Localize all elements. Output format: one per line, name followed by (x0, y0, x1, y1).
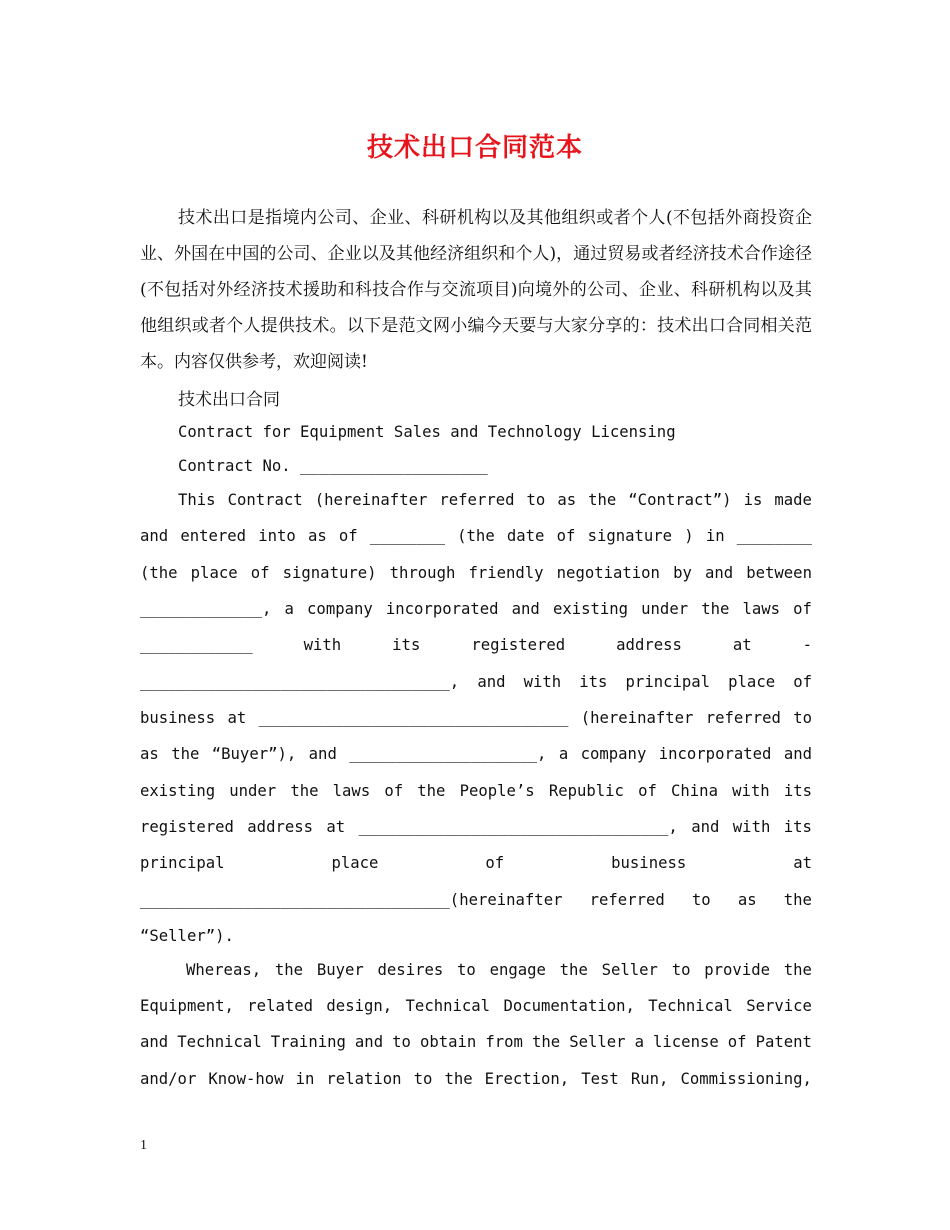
contract-body-line: Equipment, related design, Technical Documentation, Technical Service (140, 997, 812, 1015)
contract-body-line: existing under the laws of the People’s Republic of China with its (140, 782, 812, 800)
intro-paragraph: 技术出口是指境内公司、企业、科研机构以及其他组织或者个人(不包括外商投资企业、外国在中国的公司、企业以及其他经济组织和个人)，通过贸易或者经济技术合作途径(不包括对外经济技术援助和科技合作与交流项目)向境外的公司、企业、科研机构以及其他组织或者个人提供技术。以下是范文网小编今天要与大家分享的：技术出口合同相关范本。内容仅供参考，欢迎阅读! (140, 208, 812, 372)
contract-body-line: principal place of business at (140, 854, 812, 872)
page-number: 1 (140, 1138, 147, 1153)
contract-body-line: (the place of signature) through friendly negotiation by and between (140, 564, 812, 582)
contract-body-line: and Technical Training and to obtain from the Seller a license of Patent (140, 1033, 812, 1051)
contract-cn-title: 技术出口合同 (178, 390, 280, 410)
contract-body-line: registered address at _________________________________, and with its (140, 818, 812, 836)
contract-body-line: _________________________________(hereinafter referred to as the (140, 891, 812, 909)
contract-body-line: “Seller”). (140, 927, 234, 945)
contract-body-line: and entered into as of ________ (the date of signature ) in ________ (140, 527, 812, 545)
contract-body-line: Whereas, the Buyer desires to engage the Seller to provide the (186, 961, 812, 979)
contract-body-line: _________________________________, and with its principal place of (140, 673, 812, 691)
contract-body-line: business at _________________________________ (hereinafter referred to (140, 709, 812, 727)
contract-body-line: _____________, a company incorporated and existing under the laws of (140, 600, 812, 618)
contract-body-line: and/or Know-how in relation to the Erection, Test Run, Commissioning, (140, 1070, 812, 1088)
contract-body-line: This Contract (hereinafter referred to as the “Contract”) is made (178, 491, 812, 509)
contract-en-title: Contract for Equipment Sales and Technology Licensing (178, 423, 676, 441)
contract-number: Contract No. ____________________ (178, 457, 488, 475)
contract-body-line: as the “Buyer”), and ____________________, a company incorporated and (140, 745, 812, 763)
document-title: 技术出口合同范本 (366, 133, 583, 163)
contract-body-line: ____________ with its registered address at - (140, 636, 812, 654)
